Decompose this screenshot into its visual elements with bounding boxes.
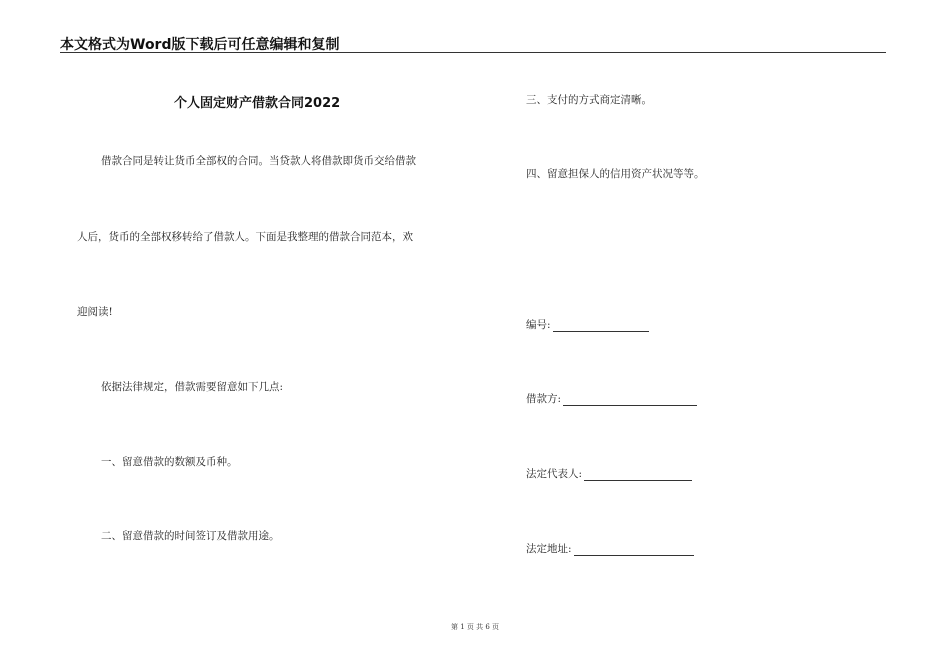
paragraph: 借款合同是转让货币全部权的合同。当贷款人将借款即货币交给借款: [101, 155, 416, 167]
field-label: 借款方:: [526, 393, 562, 405]
blank-line: [584, 469, 692, 481]
field-legal-address: [526, 542, 694, 556]
field-legal-representative: [526, 467, 692, 481]
page-header: 本文格式为Word版下载后可任意编辑和复制: [60, 37, 340, 53]
paragraph: 人后，货币的全部权移转给了借款人。下面是我整理的借款合同范本，欢: [77, 231, 413, 243]
header-divider: [60, 52, 886, 53]
blank-line: [553, 320, 649, 332]
blank-line: [574, 544, 694, 556]
paragraph: 迎阅读!: [77, 306, 113, 318]
field-number: [526, 318, 649, 332]
paragraph: 依据法律规定，借款需要留意如下几点:: [101, 381, 284, 393]
field-label: 编号:: [526, 319, 551, 331]
blank-line: [563, 394, 697, 406]
field-borrower: [526, 392, 697, 406]
list-item: 三、支付的方式商定清晰。: [526, 94, 652, 106]
field-label: 法定代表人:: [526, 468, 583, 480]
page-indicator: 第 1 页 共 6 页: [450, 623, 500, 631]
list-item: 一、留意借款的数额及币种。: [101, 456, 238, 468]
document-title: 个人固定财产借款合同2022: [174, 96, 341, 111]
list-item: 二、留意借款的时间签订及借款用途。: [101, 530, 280, 542]
field-label: 法定地址:: [526, 543, 572, 555]
list-item: 四、留意担保人的信用资产状况等等。: [526, 168, 705, 180]
